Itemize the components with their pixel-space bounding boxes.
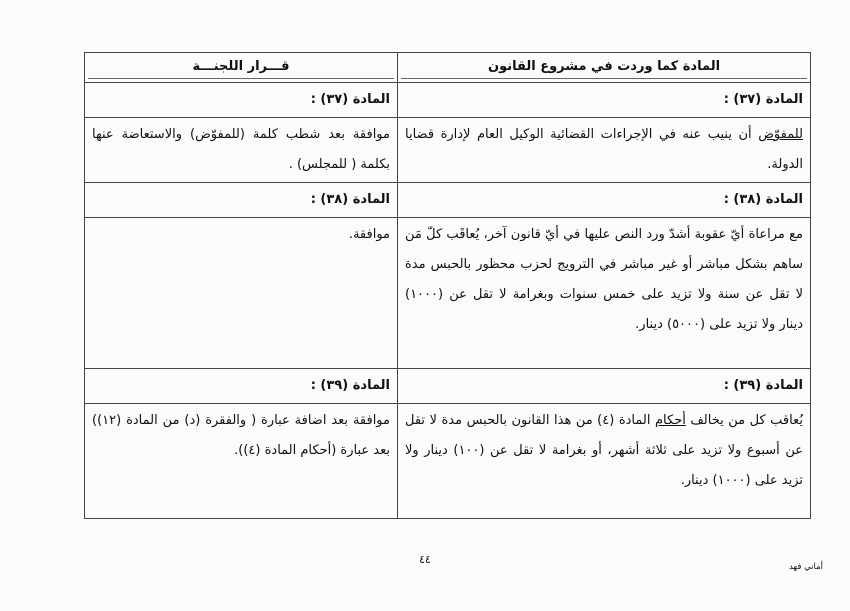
header-committee: قـــرار اللجنـــة bbox=[85, 53, 398, 83]
article-37-row bbox=[85, 118, 811, 183]
law-text: مع مراعاة أيّ عقوبة أشدّ ورد النص عليها في أيّ قانون آخر، يُعاقَب كلّ مَن ساهم بشكل مباشر أو غير مباشر في الترويج لحزب محظور بالحبس مدة لا تقل عن سنة ولا تزيد على خمس سنوات وبغرامة لا تقل عن (١٠٠٠) دينار ولا تزيد على (٥٠٠٠) دينار. bbox=[398, 218, 811, 369]
article-37-heading-row bbox=[85, 83, 811, 118]
committee-text: موافقة بعد اضافة عبارة ( والفقرة (د) من المادة (١٢)) بعد عبارة (أحكام المادة (٤)). bbox=[85, 404, 398, 519]
committee-text: موافقة بعد شطب كلمة (للمفوّض) والاستعاضة عنها بكلمة ( للمجلس) . bbox=[85, 118, 398, 183]
underlined-term: أحكام bbox=[655, 413, 686, 428]
committee-heading: المادة (٣٧) : bbox=[85, 83, 398, 118]
signature: أماني فهد bbox=[788, 562, 824, 572]
law-heading: المادة (٣٨) : bbox=[398, 183, 811, 218]
law-text-body: أن ينيب عنه في الإجراءات القضائية الوكيل العام لإدارة قضايا الدولة. bbox=[405, 127, 803, 172]
law-heading: المادة (٣٧) : bbox=[398, 83, 811, 118]
law-text-part-b: المادة (٤) من هذا القانون بالحبس مدة لا تقل عن أسبوع ولا تزيد على ثلاثة أشهر، أو بغرامة لا تقل عن (١٠٠) دينار ولا تزيد على (١٠٠٠) دينار. bbox=[405, 413, 803, 488]
article-39-row bbox=[85, 404, 811, 519]
article-39-heading-row bbox=[85, 369, 811, 404]
law-heading: المادة (٣٩) : bbox=[398, 369, 811, 404]
comparison-table bbox=[84, 52, 811, 519]
table-header-row bbox=[85, 53, 811, 83]
committee-heading: المادة (٣٨) : bbox=[85, 183, 398, 218]
committee-heading: المادة (٣٩) : bbox=[85, 369, 398, 404]
underlined-term: للمفوّض bbox=[758, 127, 803, 142]
page-number: ٤٤ bbox=[419, 553, 431, 566]
header-law: المادة كما وردت في مشروع القانون bbox=[398, 53, 811, 83]
committee-text: موافقة. bbox=[85, 218, 398, 369]
law-text-part-a: يُعاقب كل من يخالف bbox=[685, 413, 803, 428]
law-text bbox=[398, 404, 811, 519]
article-38-heading-row bbox=[85, 183, 811, 218]
article-38-row bbox=[85, 218, 811, 369]
law-text bbox=[398, 118, 811, 183]
